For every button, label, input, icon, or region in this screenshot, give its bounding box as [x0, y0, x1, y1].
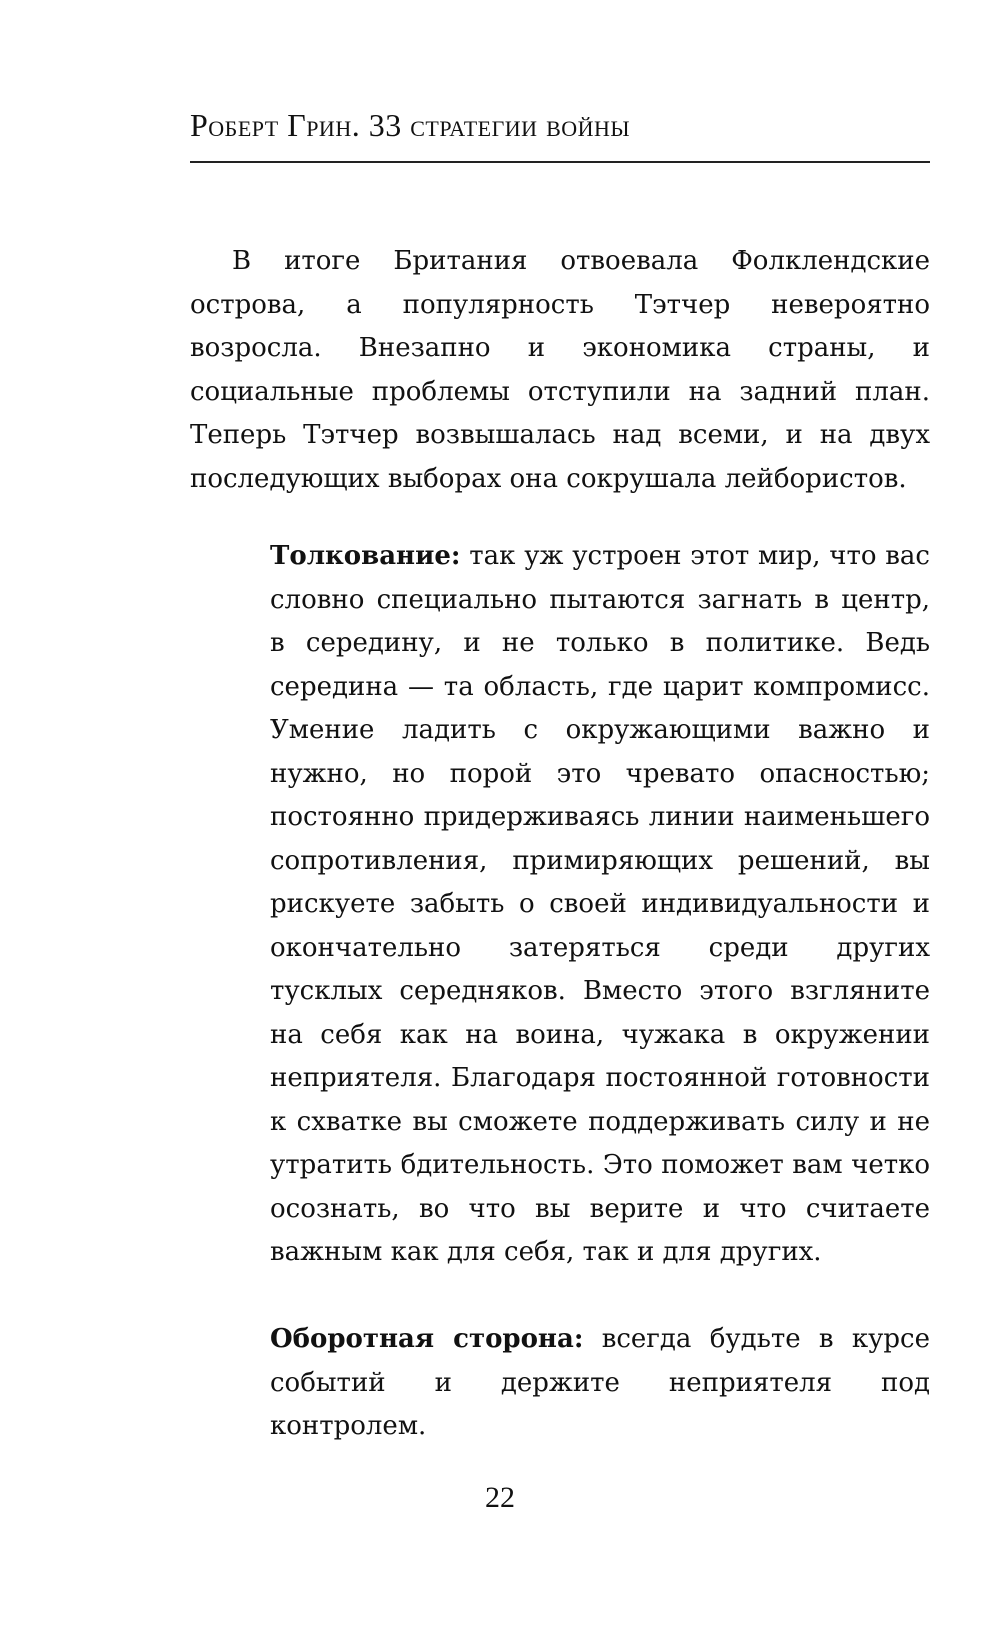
paragraph-text: В итоге Британия отвоевала Фолклендские острова, а популярность Тэтчер невероятно возросла. Внезапно и экономика страны, и социальные проблемы отступили на задний план. Теперь Тэтчер возвышалась над всеми, и на двух последующих выборах она сокрушала лейбористов.	[190, 246, 930, 494]
paragraph-interpretation	[270, 535, 930, 1275]
paragraph-reversal	[270, 1318, 930, 1449]
page-number: 22	[485, 1481, 515, 1514]
header-divider	[190, 161, 930, 163]
paragraph-text: так уж устроен этот мир, что вас словно специально пытаются загнать в центр, в середину, и не только в политике. Ведь середина — та область, где царит компромисс. Умение ладить с окружающими важно и нужно, но порой это чревато опасностью; постоянно придерживаясь линии наименьшего сопротивления, примиряющих решений, вы рискуете забыть о своей индивидуальности и окончательно затеряться среди других тусклых середняков. Вместо этого взгляните на себя как на воина, чужака в окружении неприятеля. Благодаря постоянной готовности к схватке вы сможете поддерживать силу и не утратить бдительность. Это поможет вам четко осознать, во что вы верите и что считаете важным как для себя, так и для других.	[270, 541, 930, 1267]
paragraph-lead-reversal: Оборотная сторона:	[270, 1324, 584, 1354]
paragraph-text: всегда будьте в курсе событий и держите неприятеля под контролем.	[270, 1324, 930, 1441]
paragraph-lead-interpretation: Толкование:	[270, 541, 461, 571]
paragraph-falklands	[190, 240, 930, 501]
running-title: Роберт Грин. 33 стратегии войны	[190, 107, 631, 143]
page-header	[190, 105, 930, 165]
